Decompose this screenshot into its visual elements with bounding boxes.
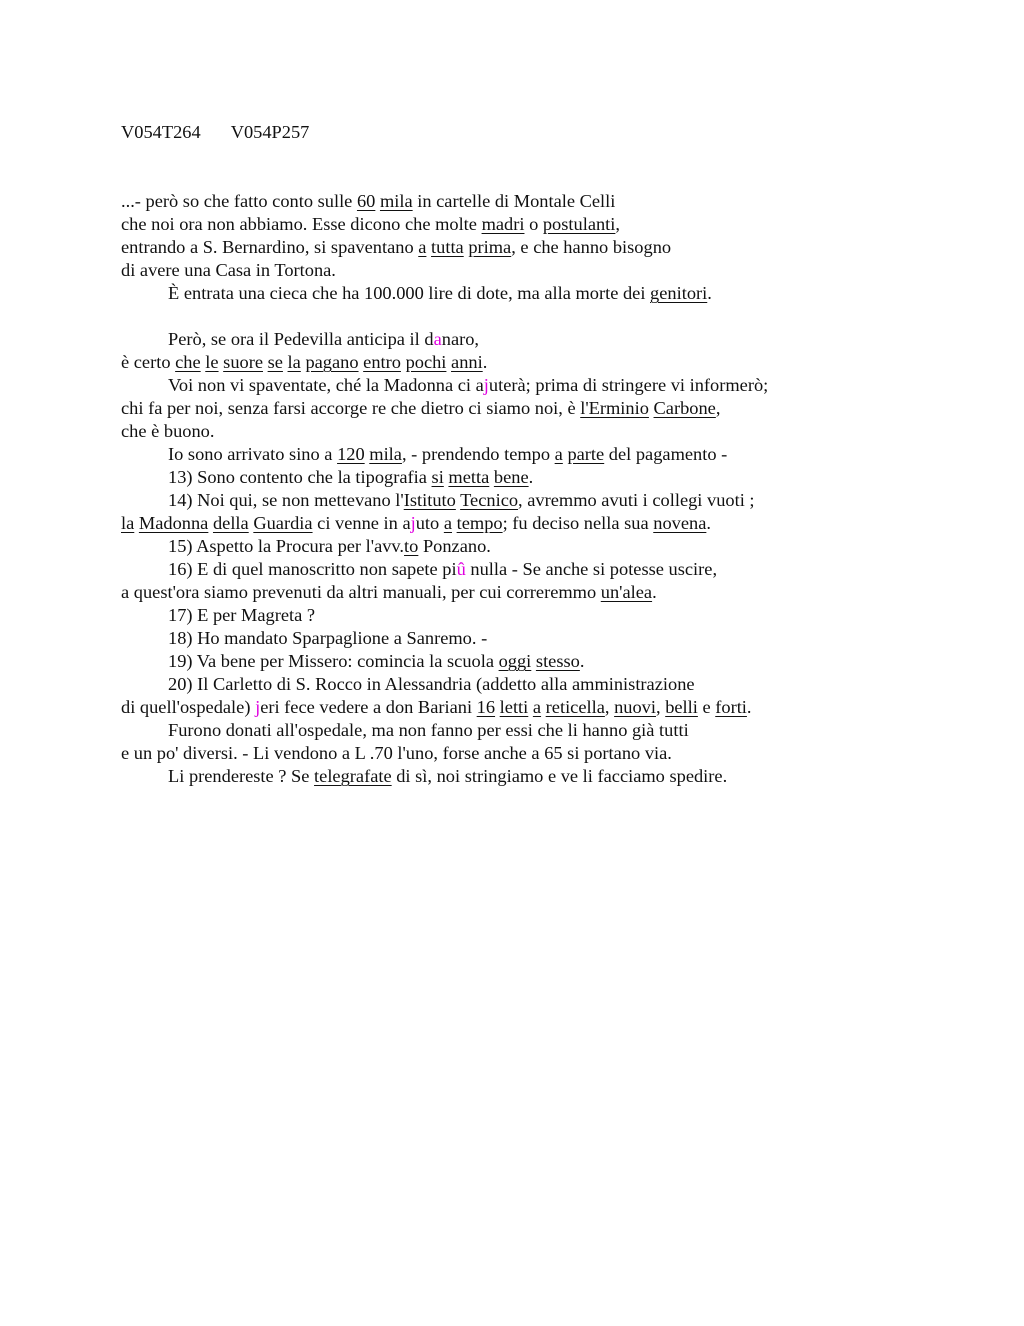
underlined-word: le (205, 352, 219, 372)
underlined-word: metta (448, 467, 490, 487)
underlined-word: madri (481, 214, 525, 234)
text-line (121, 512, 881, 535)
underlined-word: a (443, 513, 453, 533)
text-segment: di quell'ospedale) (121, 697, 256, 717)
underlined-word: la (287, 352, 301, 372)
text-line (121, 650, 881, 673)
text-line (121, 420, 881, 443)
text-segment: o (524, 214, 543, 234)
text-segment: ...- però so che fatto conto sulle (121, 191, 357, 211)
text-line (121, 719, 881, 742)
text-segment: 20) Il Carletto di S. Rocco in Alessandria (addetto alla amministrazione (168, 674, 695, 694)
highlighted-letter: j (410, 513, 416, 533)
letter-body (121, 190, 881, 788)
text-segment: ci venne in a (312, 513, 411, 533)
underlined-word: la (121, 513, 135, 533)
underlined-word: se (267, 352, 283, 372)
underlined-word: suore (223, 352, 263, 372)
underlined-word: parte (567, 444, 605, 464)
text-segment: 15) Aspetto la Procura per l'avv. (168, 536, 405, 556)
text-segment: , (615, 214, 621, 234)
text-line (121, 466, 881, 489)
text-line (121, 673, 881, 696)
text-segment: , (656, 697, 666, 717)
text-segment: 14) Noi qui, se non mettevano l' (168, 490, 404, 510)
text-segment: , (715, 398, 721, 418)
text-segment: 16) E di quel manoscritto non sapete pi (168, 559, 457, 579)
text-segment: Voi non vi spaventate, ché la Madonna ci a (168, 375, 484, 395)
text-segment: nulla - Se anche si potesse uscire, (465, 559, 718, 579)
text-line (121, 581, 881, 604)
text-line (121, 259, 881, 282)
text-segment: Io sono arrivato sino a (168, 444, 338, 464)
highlighted-letter: a (433, 329, 442, 349)
text-segment: Però, se ora il Pedevilla anticipa il d (168, 329, 434, 349)
text-line (121, 397, 881, 420)
underlined-word: Tecnico (460, 490, 519, 510)
text-segment: 17) E per Magreta ? (168, 605, 316, 625)
underlined-word: bene (493, 467, 529, 487)
text-line (121, 765, 881, 788)
underlined-word: Carbone (653, 398, 716, 418)
text-segment: uterà; prima di stringere vi informerò; (488, 375, 769, 395)
text-line (121, 282, 881, 305)
underlined-word: l'Erminio (580, 398, 649, 418)
text-segment: eri fece vedere a don Bariani (260, 697, 477, 717)
text-line (121, 351, 881, 374)
text-segment: entrando a S. Bernardino, si spaventano (121, 237, 419, 257)
text-segment: naro, (441, 329, 480, 349)
text-segment: . (652, 582, 657, 602)
text-segment: , - prendendo tempo (401, 444, 555, 464)
text-segment: 13) Sono contento che la tipografia (168, 467, 432, 487)
text-line (121, 489, 881, 512)
underlined-word: mila (369, 444, 402, 464)
text-line (121, 190, 881, 213)
text-segment: Furono donati all'ospedale, ma non fanno per essi che li hanno già tutti (168, 720, 689, 740)
text-segment: Ponzano. (418, 536, 491, 556)
underlined-word: 16 (476, 697, 496, 717)
underlined-word: Madonna (138, 513, 209, 533)
underlined-word: belli (665, 697, 698, 717)
underlined-word: postulanti (542, 214, 616, 234)
text-line (121, 742, 881, 765)
text-line (121, 558, 881, 581)
underlined-word: 60 (356, 191, 376, 211)
text-segment: che noi ora non abbiamo. Esse dicono che molte (121, 214, 482, 234)
underlined-word: nuovi (614, 697, 656, 717)
text-segment: ; fu deciso nella sua (502, 513, 654, 533)
underlined-word: telegrafate (314, 766, 392, 786)
text-line (121, 604, 881, 627)
text-segment: . (707, 283, 712, 303)
underlined-word: Guardia (253, 513, 313, 533)
text-segment: Li prendereste ? Se (168, 766, 315, 786)
underlined-word: tutta (431, 237, 464, 257)
page-code: V054P257 (230, 122, 310, 142)
text-line (121, 213, 881, 236)
text-segment: uto (415, 513, 444, 533)
text-segment: . (579, 651, 585, 671)
text-line (121, 236, 881, 259)
underlined-word: anni (451, 352, 483, 372)
text-line (121, 627, 881, 650)
highlighted-letter: û (456, 559, 466, 579)
underlined-word: entro (363, 352, 401, 372)
text-segment: di avere una Casa in Tortona. (121, 260, 336, 280)
underlined-word: genitori (650, 283, 708, 303)
text-segment: . (528, 467, 534, 487)
underlined-word: tempo (456, 513, 503, 533)
text-segment: , avremmo avuti i collegi vuoti ; (518, 490, 755, 510)
text-segment: . (746, 697, 752, 717)
underlined-word: 120 (337, 444, 365, 464)
underlined-word: si (431, 467, 444, 487)
underlined-word: prima (468, 237, 512, 257)
underlined-word: della (212, 513, 249, 533)
text-line (121, 374, 881, 397)
text-line (121, 328, 881, 351)
underlined-word: a (532, 697, 542, 717)
text-segment: . (706, 513, 711, 533)
text-segment: 19) Va bene per Missero: comincia la scuola (168, 651, 499, 671)
text-line (121, 443, 881, 466)
underlined-word: oggi (498, 651, 532, 671)
underlined-word: letti (499, 697, 529, 717)
underlined-word: mila (379, 191, 413, 211)
text-line (121, 535, 881, 558)
text-segment: 18) Ho mandato Sparpaglione a Sanremo. - (168, 628, 488, 648)
text-segment: , (604, 697, 615, 717)
underlined-word: a (418, 237, 427, 257)
underlined-word: Istituto (403, 490, 456, 510)
text-segment: chi fa per noi, senza farsi accorge re che dietro ci siamo noi, è (121, 398, 581, 418)
highlighted-letter: j (483, 375, 489, 395)
text-segment: che è buono. (121, 421, 215, 441)
text-segment: , e che hanno bisogno (511, 237, 672, 257)
text-segment: è certo (121, 352, 176, 372)
underlined-word: che (175, 352, 201, 372)
underlined-word: novena (653, 513, 707, 533)
document-header (121, 122, 339, 143)
underlined-word: pagano (305, 352, 359, 372)
underlined-word: a (554, 444, 563, 464)
text-segment: in cartelle di Montale Celli (412, 191, 616, 211)
text-segment: e un po' diversi. - Li vendono a L .70 l'uno, forse anche a 65 si portano via. (121, 743, 672, 763)
text-line (121, 696, 881, 719)
underlined-word: forti (715, 697, 747, 717)
paragraph-gap (121, 305, 881, 328)
underlined-word: to (404, 536, 419, 556)
volume-code: V054T264 (121, 122, 201, 142)
underlined-word: un'alea (600, 582, 653, 602)
text-segment: a quest'ora siamo prevenuti da altri manuali, per cui correremmo (121, 582, 601, 602)
text-segment: del pagamento - (604, 444, 728, 464)
text-segment: di sì, noi stringiamo e ve li facciamo spedire. (391, 766, 728, 786)
text-segment: È entrata una cieca che ha 100.000 lire di dote, ma alla morte dei (168, 283, 651, 303)
text-segment: e (697, 697, 716, 717)
underlined-word: reticella (545, 697, 605, 717)
underlined-word: stesso (535, 651, 580, 671)
underlined-word: pochi (405, 352, 447, 372)
text-segment: . (482, 352, 488, 372)
highlighted-letter: j (255, 697, 261, 717)
